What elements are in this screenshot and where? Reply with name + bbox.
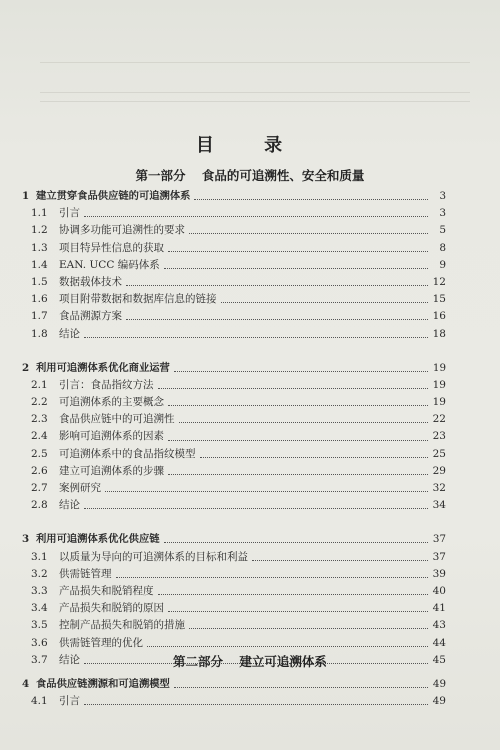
toc-section-entry[interactable] — [22, 240, 446, 257]
chapter-gap — [22, 343, 446, 360]
part-title-text: 食品的可追溯性、安全和质量 — [201, 168, 365, 183]
page-number: 37 — [432, 550, 446, 563]
dot-leader — [164, 542, 428, 543]
section-title: 协调多功能可追溯性的要求 — [59, 224, 185, 237]
dot-leader — [221, 302, 429, 303]
page-number: 29 — [432, 464, 446, 477]
section-number: 2.1 — [31, 378, 48, 391]
dot-leader — [147, 646, 428, 647]
dot-leader — [168, 405, 428, 406]
toc-section-entry[interactable] — [22, 326, 446, 343]
section-title: 项目附带数据和数据库信息的链接 — [59, 293, 217, 306]
page-number: 32 — [432, 482, 446, 494]
toc-chapter-entry[interactable] — [22, 188, 446, 205]
part-label: 第二部分 — [173, 654, 224, 669]
page-number: 19 — [432, 396, 446, 409]
bleed-through-line — [40, 92, 470, 93]
chapter-number: 3 — [22, 533, 30, 546]
toc-section-entry[interactable] — [22, 308, 446, 325]
section-title: 供需链管理的优化 — [59, 636, 143, 649]
page-number: 43 — [432, 619, 446, 632]
page-number: 22 — [432, 413, 446, 426]
toc-section-entry[interactable] — [22, 274, 446, 291]
toc-section-entry[interactable] — [22, 693, 446, 710]
toc-section-entry[interactable] — [22, 205, 446, 222]
page-number: 44 — [432, 636, 446, 649]
chapter-title: 食品供应链溯源和可追溯模型 — [36, 678, 170, 690]
toc-section-entry[interactable] — [22, 600, 446, 617]
section-title: 结论 — [59, 499, 80, 512]
dot-leader — [168, 251, 428, 252]
dot-leader — [126, 285, 428, 286]
toc-section-entry[interactable] — [22, 446, 446, 463]
page-number: 3 — [439, 190, 446, 202]
toc-section-entry[interactable] — [22, 566, 446, 583]
page-number: 49 — [432, 678, 446, 690]
section-title: 影响可追溯体系的因素 — [59, 430, 164, 443]
section-title: 项目特异性信息的获取 — [59, 241, 164, 254]
dot-leader — [164, 268, 428, 269]
part-heading — [0, 652, 500, 670]
section-number: 3.5 — [31, 619, 48, 632]
section-number: 1.1 — [31, 207, 48, 220]
page-number: 37 — [432, 533, 446, 546]
section-title: 以质量为导向的可追溯体系的目标和利益 — [59, 550, 248, 563]
dot-leader — [84, 216, 428, 217]
section-title: 产品损失和脱销的原因 — [59, 602, 164, 615]
page-number: 12 — [432, 275, 446, 288]
section-number: 2.5 — [31, 447, 48, 460]
page-number: 49 — [432, 695, 446, 708]
dot-leader — [168, 611, 428, 612]
section-number: 1.5 — [31, 275, 48, 288]
section-title: 案例研究 — [59, 482, 101, 494]
section-number: 2.2 — [31, 396, 48, 409]
section-number: 3.2 — [31, 567, 48, 580]
dot-leader — [168, 474, 428, 475]
section-number: 2.6 — [31, 464, 48, 477]
toc-section-entry[interactable] — [22, 291, 446, 308]
toc-section-entry[interactable] — [22, 497, 446, 514]
dot-leader — [84, 337, 428, 338]
dot-leader — [126, 319, 428, 320]
toc-section-entry[interactable] — [22, 617, 446, 634]
dot-leader — [168, 440, 428, 441]
chapter-number: 2 — [22, 361, 30, 374]
dot-leader — [84, 704, 428, 705]
chapter-title: 利用可追溯体系优化商业运营 — [36, 361, 170, 374]
section-title: 数据载体技术 — [59, 275, 122, 288]
dot-leader — [189, 233, 428, 234]
section-number: 1.8 — [31, 327, 48, 340]
page-number: 39 — [432, 567, 446, 580]
chapter-number: 1 — [22, 190, 30, 202]
page-number: 5 — [439, 224, 446, 237]
section-number: 1.3 — [31, 241, 48, 254]
part-title-text: 建立可追溯体系 — [239, 654, 327, 669]
section-title: 引言 — [59, 695, 80, 708]
toc-title: 目 录 — [195, 135, 305, 156]
page-number: 8 — [439, 241, 446, 254]
section-number: 3.6 — [31, 636, 48, 649]
section-number: 1.2 — [31, 224, 48, 237]
toc-section-entry[interactable] — [22, 635, 446, 652]
toc-section-entry[interactable] — [22, 257, 446, 274]
dot-leader — [252, 560, 428, 561]
part-label: 第一部分 — [135, 168, 186, 183]
bleed-through-line — [40, 101, 470, 102]
toc-section-entry[interactable] — [22, 222, 446, 239]
dot-leader — [200, 457, 429, 458]
section-number: 3.1 — [31, 550, 48, 563]
section-title: 引言：食品指纹方法 — [59, 378, 154, 391]
section-number: 2.4 — [31, 430, 48, 443]
toc-section-entry[interactable] — [22, 549, 446, 566]
chapter-title: 建立贯穿食品供应链的可追溯体系 — [36, 190, 191, 202]
chapter-title: 利用可追溯体系优化供应链 — [36, 533, 160, 546]
toc-list — [22, 676, 446, 710]
toc-section-entry[interactable] — [22, 411, 446, 428]
section-number: 3.7 — [31, 653, 48, 666]
section-title: EAN. UCC 编码体系 — [59, 258, 160, 271]
page-number: 45 — [432, 653, 446, 666]
section-title: 结论 — [59, 327, 80, 340]
page-number: 19 — [432, 378, 446, 391]
section-number: 3.3 — [31, 584, 48, 597]
page-number: 23 — [432, 430, 446, 443]
bleed-through-line — [40, 62, 470, 63]
section-title: 可追溯体系中的食品指纹模型 — [59, 447, 196, 460]
toc-section-entry[interactable] — [22, 463, 446, 480]
dot-leader — [189, 628, 428, 629]
page-number: 34 — [432, 499, 446, 512]
page-number: 15 — [432, 293, 446, 306]
section-number: 1.4 — [31, 258, 48, 271]
toc-chapter-entry[interactable] — [22, 676, 446, 693]
dot-leader — [84, 508, 428, 509]
toc-list — [22, 188, 446, 669]
page-number: 41 — [432, 602, 446, 615]
toc-section-entry[interactable] — [22, 394, 446, 411]
section-number: 2.8 — [31, 499, 48, 512]
page-number: 9 — [439, 258, 446, 271]
section-number: 2.7 — [31, 482, 48, 494]
section-title: 控制产品损失和脱销的措施 — [59, 619, 185, 632]
part-heading — [0, 166, 500, 184]
toc-section-entry[interactable] — [22, 377, 446, 394]
section-title: 食品供应链中的可追溯性 — [59, 413, 175, 426]
toc-section-entry[interactable] — [22, 480, 446, 497]
section-number: 1.6 — [31, 293, 48, 306]
section-number: 2.3 — [31, 413, 48, 426]
section-number: 1.7 — [31, 310, 48, 323]
toc-chapter-entry[interactable] — [22, 531, 446, 548]
section-number: 3.4 — [31, 602, 48, 615]
chapter-number: 4 — [22, 678, 30, 690]
section-title: 建立可追溯体系的步骤 — [59, 464, 164, 477]
dot-leader — [105, 491, 428, 492]
dot-leader — [174, 687, 428, 688]
page-number: 25 — [432, 447, 446, 460]
dot-leader — [174, 371, 428, 372]
section-title: 供需链管理 — [59, 567, 112, 580]
section-title: 产品损失和脱销程度 — [59, 584, 154, 597]
toc-chapter-entry[interactable] — [22, 360, 446, 377]
section-title: 食品溯源方案 — [59, 310, 122, 323]
toc-section-entry[interactable] — [22, 428, 446, 445]
section-number: 4.1 — [31, 695, 48, 708]
dot-leader — [158, 594, 429, 595]
section-title: 引言 — [59, 207, 80, 220]
dot-leader — [158, 388, 429, 389]
dot-leader — [179, 422, 429, 423]
toc-section-entry[interactable] — [22, 583, 446, 600]
page-number: 40 — [432, 584, 446, 597]
chapter-gap — [22, 514, 446, 531]
section-title: 可追溯体系的主要概念 — [59, 396, 164, 409]
page-number: 3 — [439, 207, 446, 220]
page-number: 18 — [432, 327, 446, 340]
dot-leader — [194, 199, 428, 200]
dot-leader — [116, 577, 429, 578]
page-number: 16 — [432, 310, 446, 323]
section-title: 结论 — [59, 653, 80, 666]
page-number: 19 — [432, 361, 446, 374]
